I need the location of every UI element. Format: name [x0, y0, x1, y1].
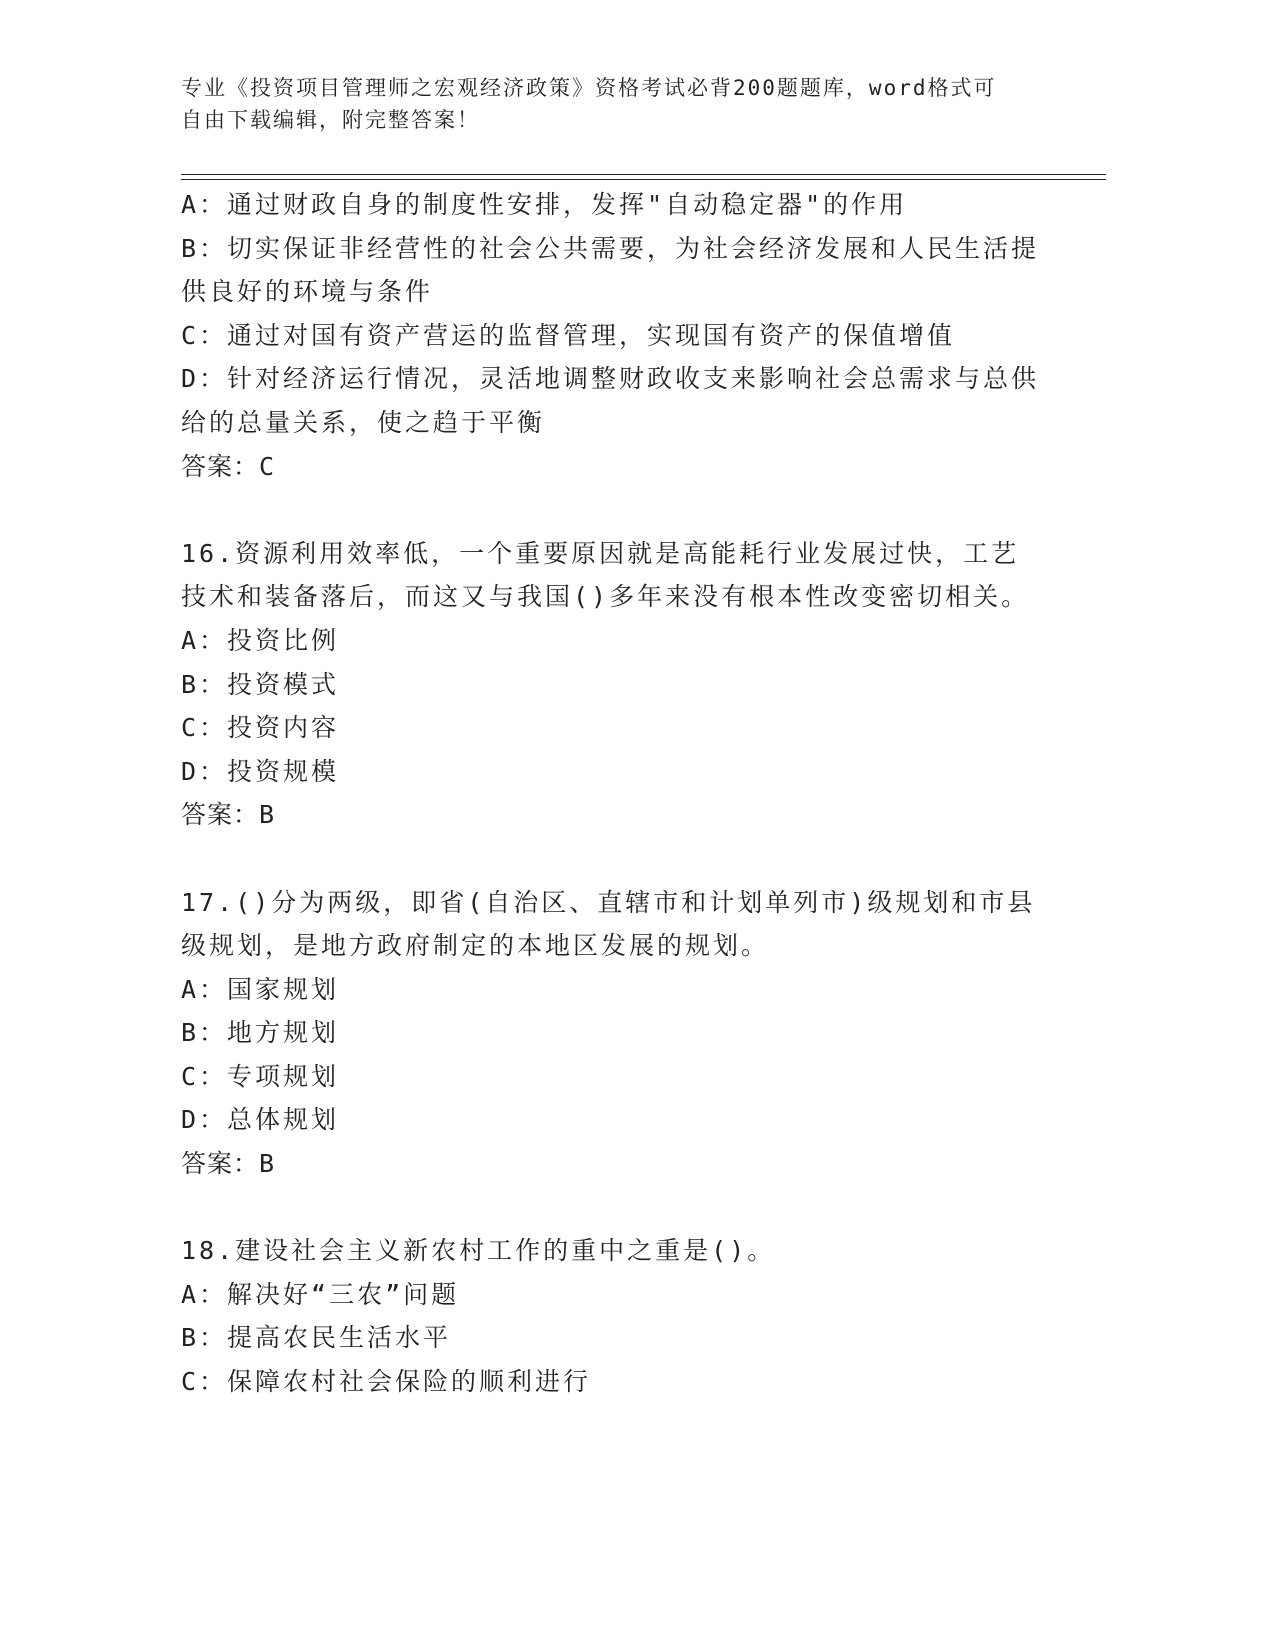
- option-d: D：总体规划: [181, 1105, 340, 1135]
- question-16: [181, 532, 1041, 837]
- option-b: B：切实保证非经营性的社会公共需要，为社会经济发展和人民生活提供良好的环境与条件: [181, 233, 1040, 307]
- header-line-2: 自由下载编辑，附完整答案！: [181, 108, 480, 132]
- option-c: C：专项规划: [181, 1061, 340, 1091]
- question-text: 18.建设社会主义新农村工作的重中之重是()。: [181, 1236, 776, 1266]
- question-18: [181, 1229, 1041, 1403]
- option-a: A：解决好“三农”问题: [181, 1279, 460, 1309]
- document-header: [181, 72, 1061, 136]
- question-text: 16.资源利用效率低，一个重要原因就是高能耗行业发展过快，工艺技术和装备落后，而这又与我国()多年来没有根本性改变密切相关。: [181, 538, 1030, 612]
- header-divider: [181, 174, 1106, 180]
- option-c: C：投资内容: [181, 713, 340, 743]
- answer: 答案：C: [181, 451, 276, 481]
- document-body: [181, 183, 1041, 1404]
- question-15-continued: [181, 183, 1041, 488]
- option-c: C：保障农村社会保险的顺利进行: [181, 1367, 592, 1397]
- option-a: A：投资比例: [181, 625, 340, 655]
- option-b: B：地方规划: [181, 1018, 340, 1048]
- answer: 答案：B: [181, 800, 276, 830]
- answer: 答案：B: [181, 1149, 276, 1179]
- question-text: 17.()分为两级，即省(自治区、直辖市和计划单列市)级规划和市县级规划，是地方政府制定的本地区发展的规划。: [181, 887, 1036, 961]
- option-d: D：投资规模: [181, 756, 340, 786]
- option-c: C：通过对国有资产营运的监督管理，实现国有资产的保值增值: [181, 320, 956, 350]
- question-17: [181, 881, 1041, 1186]
- header-line-1: 专业《投资项目管理师之宏观经济政策》资格考试必背200题题库，word格式可: [181, 76, 997, 100]
- option-a: A：通过财政自身的制度性安排，发挥"自动稳定器"的作用: [181, 190, 908, 219]
- option-a: A：国家规划: [181, 974, 340, 1004]
- option-d: D：针对经济运行情况，灵活地调整财政收支来影响社会总需求与总供给的总量关系，使之趋于平衡: [181, 364, 1040, 437]
- option-b: B：提高农民生活水平: [181, 1323, 452, 1353]
- option-b: B：投资模式: [181, 669, 340, 699]
